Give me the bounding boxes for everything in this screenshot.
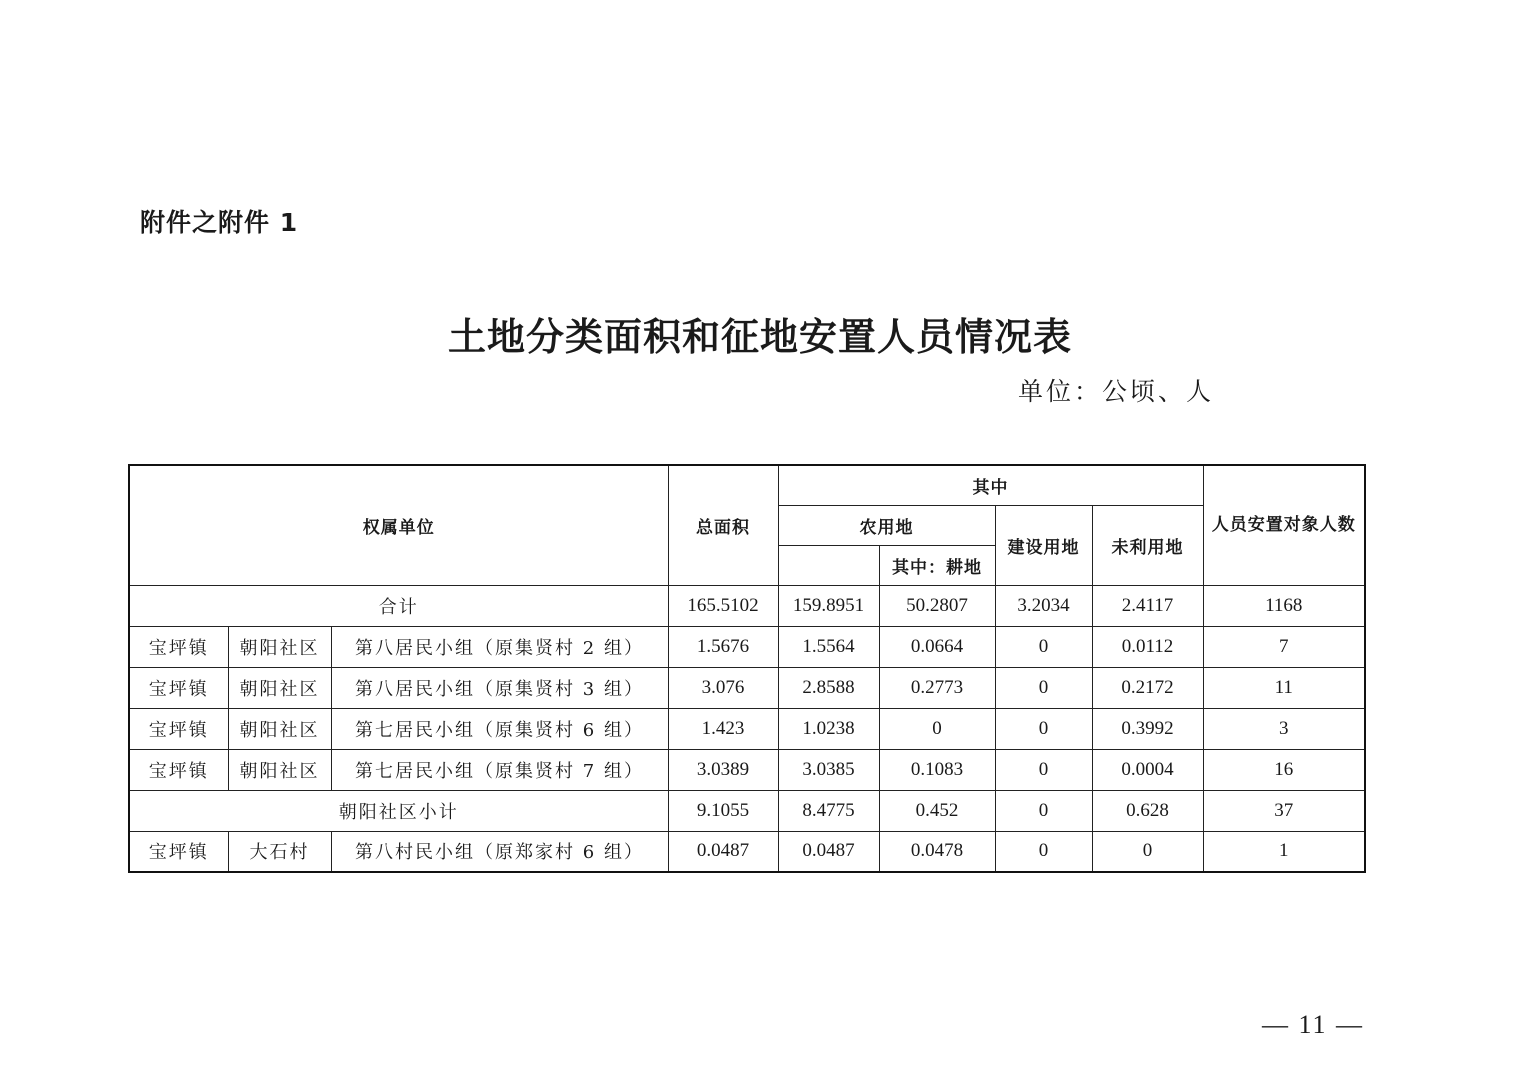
resettlement-cell: 3	[1203, 708, 1365, 749]
header-resettlement: 人员安置对象人数	[1203, 465, 1365, 585]
table-row	[129, 626, 1365, 667]
group-cell: 第八居民小组（原集贤村 3 组）	[331, 667, 668, 708]
agricultural-cell: 2.8588	[778, 667, 879, 708]
table-row	[129, 831, 1365, 872]
construction-cell: 0	[995, 626, 1092, 667]
agricultural-cell: 159.8951	[778, 585, 879, 626]
group-cell: 第七居民小组（原集贤村 6 组）	[331, 708, 668, 749]
total-area-cell: 0.0487	[668, 831, 778, 872]
total-row	[129, 585, 1365, 626]
agricultural-cell: 0.0487	[778, 831, 879, 872]
header-cultivated: 其中：耕地	[879, 545, 995, 585]
total-area-cell: 1.423	[668, 708, 778, 749]
village-cell: 大石村	[228, 831, 331, 872]
cultivated-cell: 0.452	[879, 790, 995, 831]
construction-cell: 3.2034	[995, 585, 1092, 626]
table-row	[129, 749, 1365, 790]
agricultural-cell: 1.0238	[778, 708, 879, 749]
group-cell: 第八居民小组（原集贤村 2 组）	[331, 626, 668, 667]
header-construction: 建设用地	[995, 505, 1092, 585]
cultivated-cell: 50.2807	[879, 585, 995, 626]
unused-cell: 0.2172	[1092, 667, 1203, 708]
unused-cell: 0.628	[1092, 790, 1203, 831]
construction-cell: 0	[995, 667, 1092, 708]
construction-cell: 0	[995, 790, 1092, 831]
group-cell: 第七居民小组（原集贤村 7 组）	[331, 749, 668, 790]
resettlement-cell: 1	[1203, 831, 1365, 872]
unused-cell: 2.4117	[1092, 585, 1203, 626]
construction-cell: 0	[995, 708, 1092, 749]
header-total-area: 总面积	[668, 465, 778, 585]
resettlement-cell: 1168	[1203, 585, 1365, 626]
agricultural-cell: 8.4775	[778, 790, 879, 831]
resettlement-cell: 37	[1203, 790, 1365, 831]
village-cell: 朝阳社区	[228, 749, 331, 790]
group-cell: 第八村民小组（原郑家村 6 组）	[331, 831, 668, 872]
header-agricultural-blank	[778, 545, 879, 585]
cultivated-cell: 0	[879, 708, 995, 749]
header-owner-unit: 权属单位	[129, 465, 668, 585]
total-area-cell: 3.0389	[668, 749, 778, 790]
header-of-which: 其中	[778, 465, 1203, 505]
total-area-cell: 1.5676	[668, 626, 778, 667]
unused-cell: 0.0112	[1092, 626, 1203, 667]
resettlement-cell: 7	[1203, 626, 1365, 667]
total-area-cell: 3.076	[668, 667, 778, 708]
subtotal-label: 朝阳社区小计	[129, 790, 668, 831]
town-cell: 宝坪镇	[129, 667, 228, 708]
table-row	[129, 667, 1365, 708]
land-classification-table	[128, 464, 1366, 873]
cultivated-cell: 0.1083	[879, 749, 995, 790]
construction-cell: 0	[995, 831, 1092, 872]
town-cell: 宝坪镇	[129, 831, 228, 872]
unused-cell: 0.3992	[1092, 708, 1203, 749]
unit-note: 单位：公顷、人	[1018, 377, 1215, 406]
document-title: 土地分类面积和征地安置人员情况表	[447, 314, 1072, 359]
table-row	[129, 708, 1365, 749]
cultivated-cell: 0.2773	[879, 667, 995, 708]
attachment-label: 附件之附件 1	[140, 208, 299, 237]
construction-cell: 0	[995, 749, 1092, 790]
town-cell: 宝坪镇	[129, 749, 228, 790]
total-area-cell: 9.1055	[668, 790, 778, 831]
agricultural-cell: 3.0385	[778, 749, 879, 790]
resettlement-cell: 16	[1203, 749, 1365, 790]
header-agricultural: 农用地	[778, 505, 995, 545]
unused-cell: 0	[1092, 831, 1203, 872]
cultivated-cell: 0.0664	[879, 626, 995, 667]
resettlement-cell: 11	[1203, 667, 1365, 708]
agricultural-cell: 1.5564	[778, 626, 879, 667]
town-cell: 宝坪镇	[129, 626, 228, 667]
unused-cell: 0.0004	[1092, 749, 1203, 790]
village-cell: 朝阳社区	[228, 626, 331, 667]
total-label: 合计	[129, 585, 668, 626]
village-cell: 朝阳社区	[228, 667, 331, 708]
cultivated-cell: 0.0478	[879, 831, 995, 872]
header-unused: 未利用地	[1092, 505, 1203, 585]
village-cell: 朝阳社区	[228, 708, 331, 749]
total-area-cell: 165.5102	[668, 585, 778, 626]
town-cell: 宝坪镇	[129, 708, 228, 749]
page-number: — 11 —	[1262, 1010, 1365, 1039]
subtotal-row	[129, 790, 1365, 831]
